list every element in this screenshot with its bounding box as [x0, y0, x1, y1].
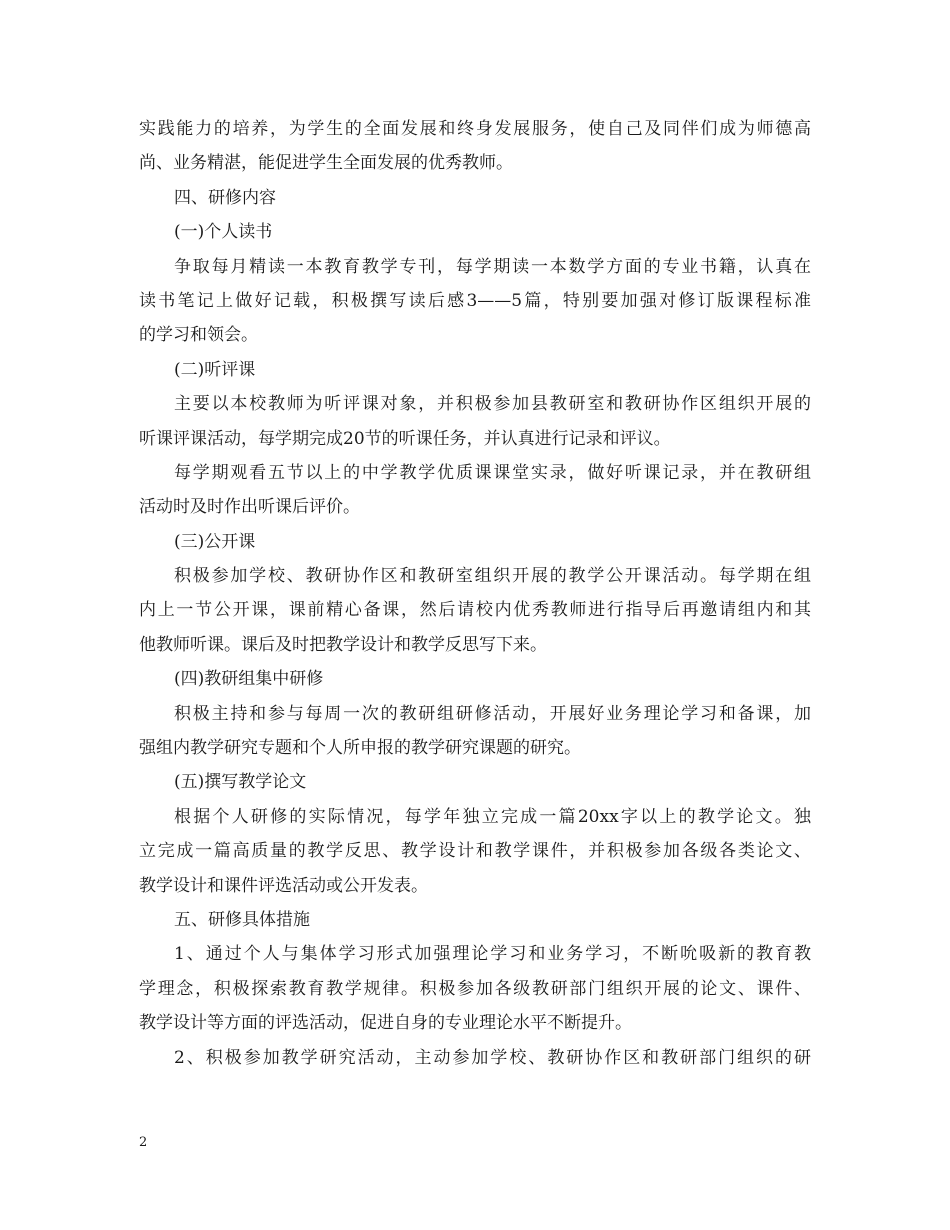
text-line: 四、研修内容: [174, 187, 276, 208]
text-line: 五、研修具体措施: [174, 909, 310, 930]
text-line: 读书笔记上做好记载，积极撰写读后感3——5篇，特别要加强对修订版课程标准: [139, 290, 811, 311]
text-line: 听课评课活动，每学期完成20节的听课任务，并认真进行记录和评议。: [139, 428, 671, 449]
text-line: (四)教研组集中研修: [174, 669, 324, 690]
text-line: 主要以本校教师为听评课对象，并积极参加县教研室和教研协作区组织开展的: [174, 394, 811, 415]
text-line: 活动时及时作出听课后评价。: [139, 497, 360, 518]
text-line: (五)撰写教学论文: [174, 772, 307, 793]
text-line: 的学习和领会。: [139, 325, 258, 346]
page-number: 2: [139, 1135, 148, 1150]
document-body: [139, 112, 811, 1075]
text-line: 实践能力的培养，为学生的全面发展和终身发展服务，使自己及同伴们成为师德高: [139, 119, 811, 139]
text-line: 内上一节公开课，课前精心备课，然后请校内优秀教师进行指导后再邀请组内和其: [139, 600, 811, 621]
text-line: 立完成一篇高质量的教学反思、教学设计和教学课件，并积极参加各级各类论文、: [139, 841, 811, 862]
text-line: 根据个人研修的实际情况，每学年独立完成一篇20xx字以上的教学论文。独: [174, 806, 811, 827]
text-line: 他教师听课。课后及时把教学设计和教学反思写下来。: [139, 634, 547, 655]
text-line: 强组内教学研究专题和个人所申报的教学研究课题的研究。: [139, 738, 581, 759]
text-line: 争取每月精读一本教育教学专刊，每学期读一本数学方面的专业书籍，认真在: [174, 256, 811, 277]
text-line: (一)个人读书: [174, 222, 273, 243]
text-line: 教学设计和课件评选活动或公开发表。: [139, 875, 428, 896]
text-line: 积极参加学校、教研协作区和教研室组织开展的教学公开课活动。每学期在组: [174, 566, 811, 587]
text-line: 学理念，积极探索教育教学规律。积极参加各级教研部门组织开展的论文、课件、: [139, 978, 811, 999]
text-line: 积极主持和参与每周一次的教研组研修活动，开展好业务理论学习和备课，加: [174, 703, 811, 724]
text-line: (二)听评课: [174, 359, 256, 380]
text-line: 教学设计等方面的评选活动，促进自身的专业理论水平不断提升。: [139, 1013, 632, 1034]
text-line: (三)公开课: [174, 531, 256, 552]
text-line: 2、积极参加教学研究活动，主动参加学校、教研协作区和教研部门组织的研: [174, 1047, 811, 1068]
text-line: 尚、业务精湛，能促进学生全面发展的优秀教师。: [139, 153, 513, 174]
text-line: 1、通过个人与集体学习形式加强理论学习和业务学习，不断吮吸新的教育教: [174, 944, 811, 965]
text-line: 每学期观看五节以上的中学教学优质课课堂实录，做好听课记录，并在教研组: [174, 462, 811, 483]
